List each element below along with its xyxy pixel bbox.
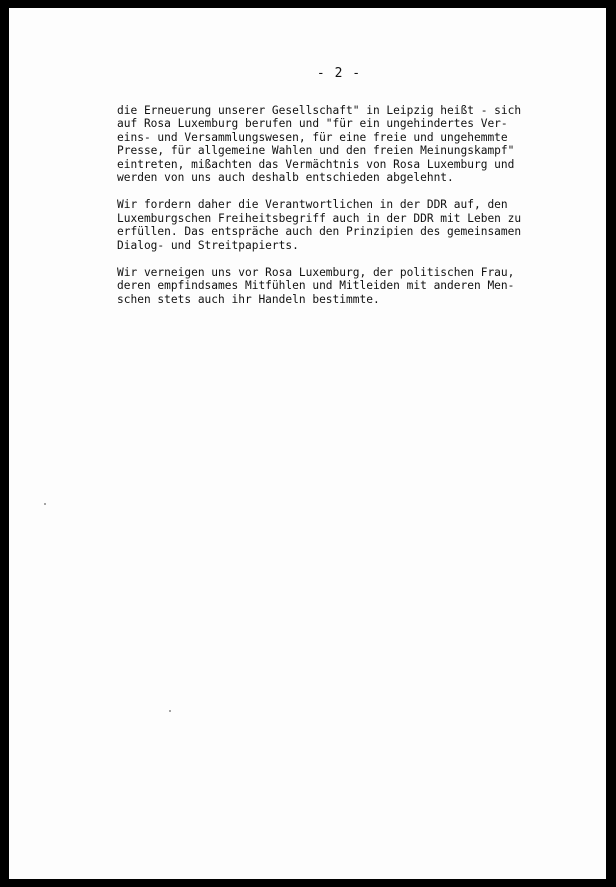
page-number: - 2 - — [316, 66, 362, 81]
text-line: eins- und Versammlungswesen, für eine freie und ungehemmte — [117, 130, 508, 144]
scan-speck — [169, 710, 171, 712]
text-line: die Erneuerung unserer Gesellschaft" in Leipzig heißt - sich — [117, 104, 522, 117]
text-line: deren empfindsames Mitfühlen und Mitleiden mit anderen Men- — [117, 279, 515, 293]
text-line: erfüllen. Das entspräche auch den Prinzipien des gemeinsamen — [117, 225, 522, 239]
text-line: Dialog- und Streitpapierts. — [117, 238, 299, 252]
text-line: eintreten, mißachten das Vermächtnis von Rosa Luxemburg und — [117, 157, 515, 171]
document-page — [9, 8, 606, 879]
document-body — [117, 104, 587, 320]
text-line: Presse, für allgemeine Wahlen und den freien Meinungskampf" — [117, 144, 515, 158]
text-line: auf Rosa Luxemburg berufen und "für ein ungehindertes Ver- — [117, 117, 508, 131]
text-line: werden von uns auch deshalb entschieden abgelehnt. — [117, 171, 454, 185]
paragraph-3 — [117, 266, 587, 306]
text-line: Wir fordern daher die Verantwortlichen in der DDR auf, den — [117, 198, 508, 212]
text-line: schen stets auch ihr Handeln bestimmte. — [117, 292, 380, 306]
scan-speck — [44, 503, 46, 505]
text-line: Wir verneigen uns vor Rosa Luxemburg, der politischen Frau, — [117, 266, 515, 280]
paragraph-1 — [117, 104, 587, 184]
paragraph-2 — [117, 198, 587, 252]
text-line: Luxemburgschen Freiheitsbegriff auch in der DDR mit Leben zu — [117, 211, 522, 225]
